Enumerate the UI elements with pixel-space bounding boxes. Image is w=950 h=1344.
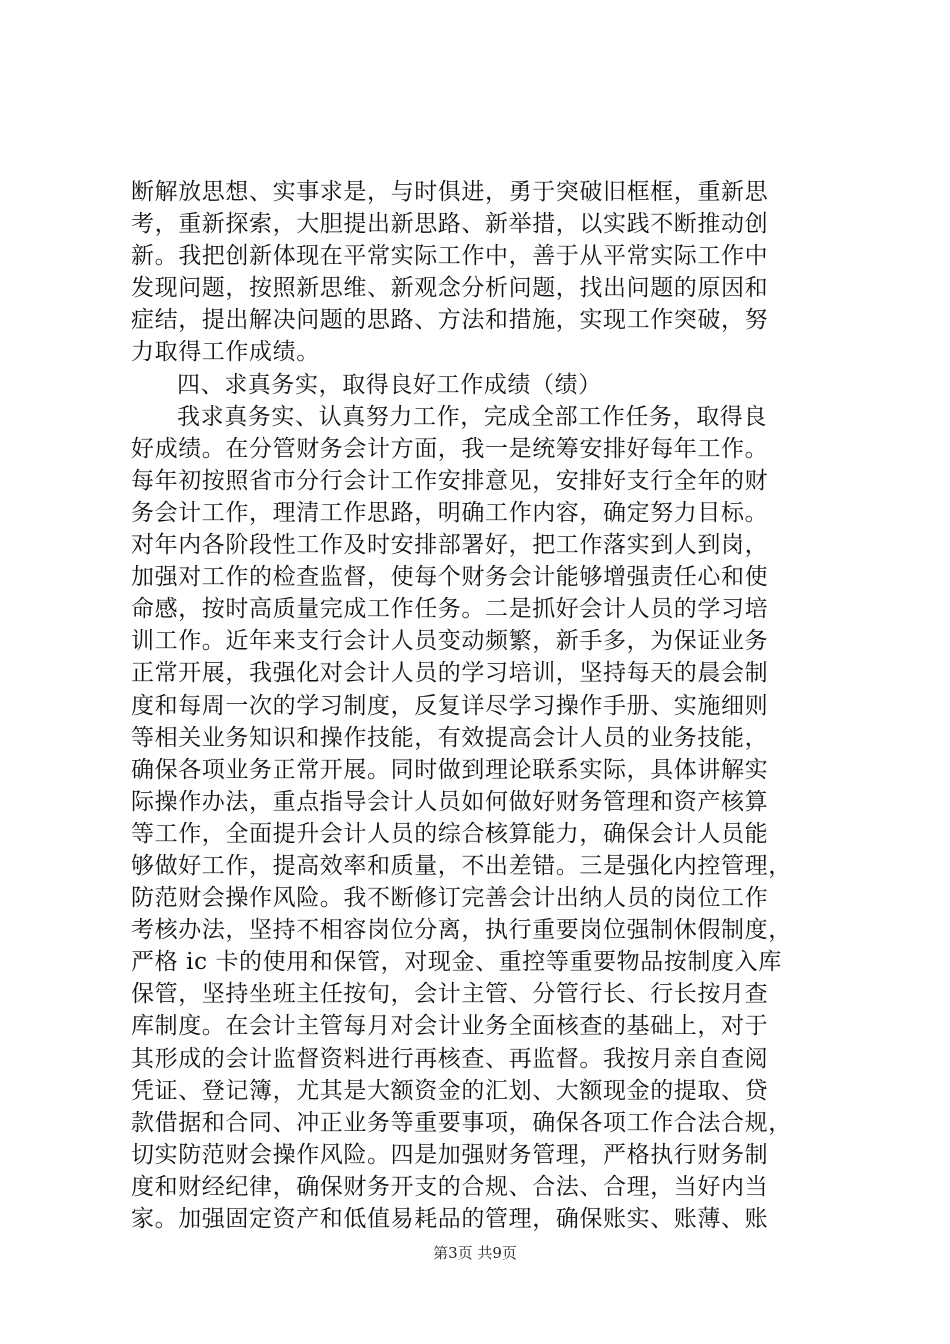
text-line: 款借据和合同、冲正业务等重要事项，确保各项工作合法合规， [131,1109,792,1136]
text-line: 我求真务实、认真努力工作，完成全部工作任务，取得良 [177,403,767,430]
page-number: 第3页 共9页 [433,1244,517,1262]
text-line: 务会计工作，理清工作思路，明确工作内容，确定努力目标。 [131,499,769,526]
text-line: 够做好工作，提高效率和质量，不出差错。三是强化内控管理， [131,852,792,879]
text-line: 命感，按时高质量完成工作任务。二是抓好会计人员的学习培 [131,596,769,623]
text-line: 切实防范财会操作风险。四是加强财务管理，严格执行财务制 [131,1141,769,1168]
text-line: 防范财会操作风险。我不断修订完善会计出纳人员的岗位工作 [131,885,769,912]
text-line: 好成绩。在分管财务会计方面，我一是统筹安排好每年工作。 [131,435,769,462]
text-line: 考核办法，坚持不相容岗位分离，执行重要岗位强制休假制度， [131,917,792,944]
text-line: 对年内各阶段性工作及时安排部署好，把工作落实到人到岗， [131,532,769,559]
section-heading: 四、求真务实，取得良好工作成绩（绩） [177,371,602,398]
text-line: 症结，提出解决问题的思路、方法和措施，实现工作突破，努 [131,307,769,334]
text-line: 每年初按照省市分行会计工作安排意见，安排好支行全年的财 [131,467,769,494]
document-body [131,176,831,1235]
text-line: 保管，坚持坐班主任按旬，会计主管、分管行长、行长按月查 [131,981,769,1008]
page-footer [0,1243,950,1263]
text-line: 其形成的会计监督资料进行再核查、再监督。我按月亲自查阅 [131,1045,769,1072]
text-line: 库制度。在会计主管每月对会计业务全面核查的基础上，对于 [131,1013,769,1040]
text-line: 考，重新探索，大胆提出新思路、新举措，以实践不断推动创 [131,211,769,238]
text-line: 确保各项业务正常开展。同时做到理论联系实际，具体讲解实 [131,756,769,783]
text-line: 力取得工作成绩。 [131,339,320,366]
text-line: 等工作，全面提升会计人员的综合核算能力，确保会计人员能 [131,820,769,847]
text-line: 断解放思想、实事求是，与时俱进，勇于突破旧框框，重新思 [131,179,769,205]
text-line: 新。我把创新体现在平常实际工作中，善于从平常实际工作中 [131,243,769,270]
text-line: 训工作。近年来支行会计人员变动频繁，新手多，为保证业务 [131,628,769,655]
text-line: 度和每周一次的学习制度，反复详尽学习操作手册、实施细则 [131,692,769,719]
text-line: 严格 ic 卡的使用和保管，对现金、重控等重要物品按制度入库 [131,949,782,976]
text-line: 发现问题，按照新思维、新观念分析问题，找出问题的原因和 [131,275,769,302]
text-line: 度和财经纪律，确保财务开支的合规、合法、合理，当好内当 [131,1173,769,1200]
text-line: 家。加强固定资产和低值易耗品的管理，确保账实、账薄、账 [131,1206,769,1232]
text-line: 凭证、登记簿，尤其是大额资金的汇划、大额现金的提取、贷 [131,1077,769,1104]
text-line: 等相关业务知识和操作技能，有效提高会计人员的业务技能， [131,724,769,751]
text-line: 加强对工作的检查监督，使每个财务会计能够增强责任心和使 [131,564,769,591]
text-line: 际操作办法，重点指导会计人员如何做好财务管理和资产核算 [131,788,769,815]
text-line: 正常开展，我强化对会计人员的学习培训，坚持每天的晨会制 [131,660,769,687]
